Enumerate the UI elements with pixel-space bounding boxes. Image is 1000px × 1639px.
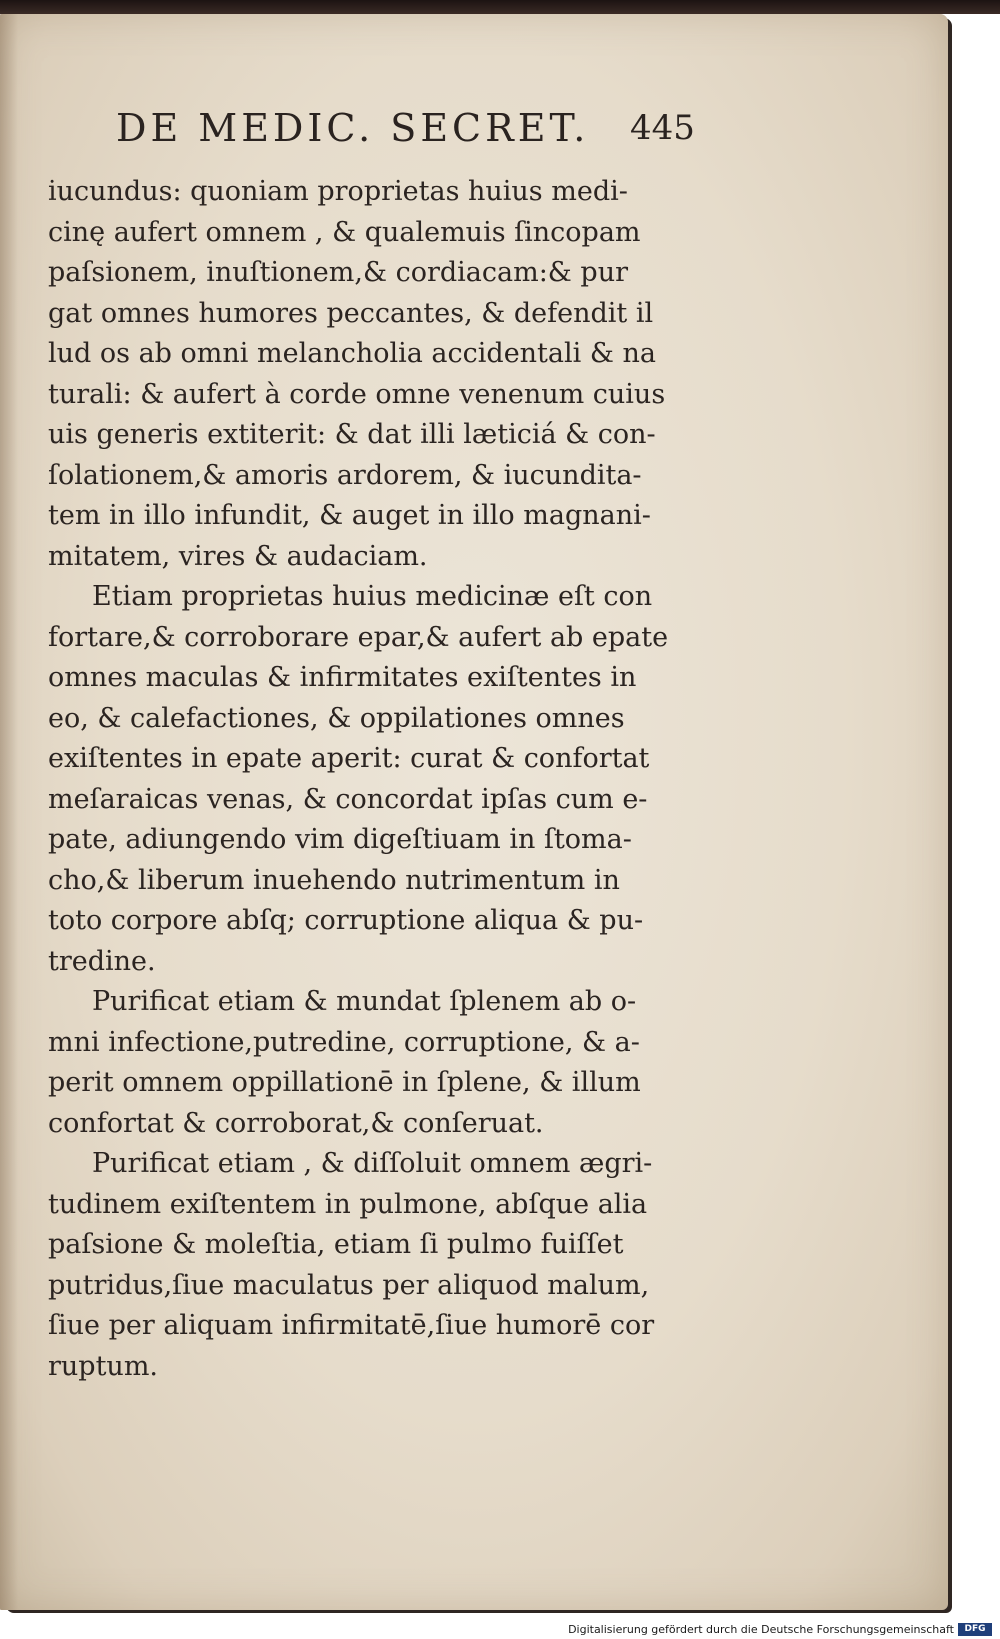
body-text — [48, 172, 702, 1387]
text-line: gat omnes humores peccantes, & defendit il — [48, 297, 654, 329]
paragraph-first-line: Purificat etiam , & diſſoluit omnem ægri- — [92, 1148, 653, 1179]
book-page — [0, 14, 948, 1610]
text-line: fortare,& corroborare epar,& aufert ab epate — [48, 621, 669, 653]
text-line: toto corpore abſq; corruptione aliqua & pu- — [48, 905, 644, 936]
dfg-logo: DFG — [958, 1623, 992, 1636]
text-line: omnes maculas & infirmitates exiſtentes in — [48, 662, 637, 693]
text-line: tredine. — [48, 945, 156, 977]
text-line: putridus,ſiue maculatus per aliquod malum, — [48, 1269, 650, 1301]
text-line: mni infectione,putredine, corruptione, & a- — [48, 1026, 640, 1058]
text-line: tem in illo infundit, & auget in illo magnani- — [48, 500, 651, 531]
text-line: tudinem exiſtentem in pulmone, abſque alia — [48, 1188, 648, 1220]
text-line: iucundus: quoniam proprietas huius medi- — [48, 176, 628, 207]
text-line: mitatem, vires & audaciam. — [48, 540, 428, 572]
text-line: paſsione & moleſtia, etiam ſi pulmo fuiſſet — [48, 1229, 624, 1260]
book-edge-top — [0, 0, 1000, 14]
page-header — [116, 106, 726, 166]
text-line: ſiue per aliquam infirmitatē,ſiue humorē cor — [48, 1310, 655, 1341]
text-line: exiſtentes in epate aperit: curat & confortat — [48, 743, 650, 774]
paragraph-first-line: Etiam proprietas huius medicinæ eſt con — [92, 581, 653, 612]
text-line: confortat & corroborat,& conſeruat. — [48, 1107, 544, 1139]
text-line: turali: & aufert à corde omne venenum cuius — [48, 378, 666, 410]
text-line: paſsionem, inuſtionem,& cordiacam:& pur — [48, 257, 628, 288]
text-line: uis generis extiterit: & dat illi læticiá & con- — [48, 419, 656, 450]
text-line: cinę aufert omnem , & qualemuis ſincopam — [48, 216, 641, 248]
running-title: DE MEDIC. SECRET. — [116, 106, 590, 150]
text-line: eo, & calefactiones, & oppilationes omnes — [48, 702, 625, 734]
page-number: 445 — [630, 108, 695, 148]
text-line: meſaraicas venas, & concordat ipſas cum e- — [48, 783, 648, 815]
text-line: ſolationem,& amoris ardorem, & iucundita- — [48, 459, 642, 491]
paragraph-first-line: Purificat etiam & mundat ſplenem ab o- — [92, 986, 637, 1017]
text-line: cho,& liberum inuehendo nutrimentum in — [48, 864, 620, 896]
digitization-credit: Digitalisierung gefördert durch die Deutsche Forschungsgemeinschaft — [568, 1623, 954, 1636]
text-line: pate, adiungendo vim digeſtiuam in ſtoma- — [48, 824, 632, 855]
text-line: ruptum. — [48, 1350, 159, 1382]
text-line: lud os ab omni melancholia accidentali & na — [48, 338, 656, 369]
text-line: perit omnem oppillationē in ſplene, & illum — [48, 1067, 641, 1098]
